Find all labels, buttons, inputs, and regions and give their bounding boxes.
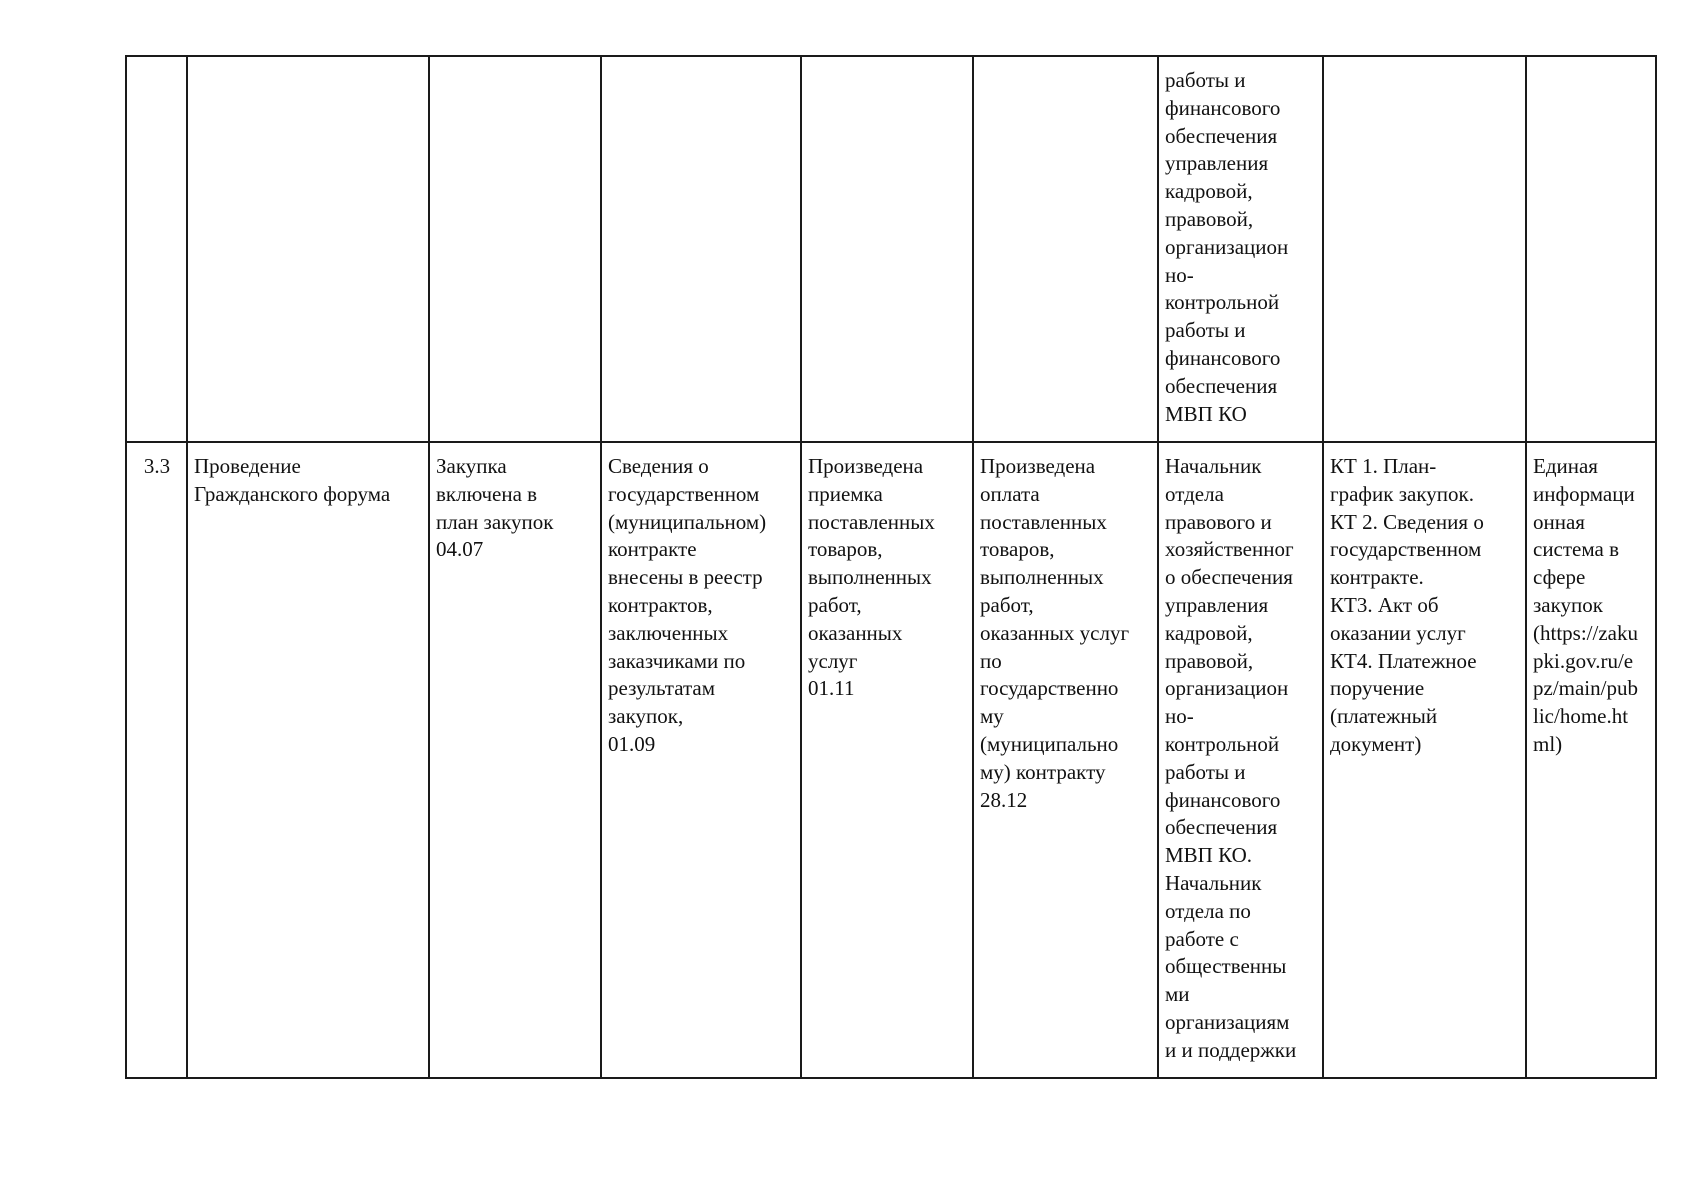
event-name: Проведение Гражданского форума [194, 454, 391, 506]
info-system-text: Единая информаци онная система в сфере закупок (https://zaku pki.gov.ru/e pz/main/pub lic/home.ht ml) [1533, 454, 1638, 756]
cell-info-system [1526, 442, 1656, 1078]
cell-purchase-plan-empty [429, 56, 601, 442]
cell-number [126, 442, 187, 1078]
cell-info-system-empty [1526, 56, 1656, 442]
responsible-continued-text: работы и финансового обеспечения управления кадровой, правовой, организацион но- контрольной работы и финансового обеспечения МВП КО [1165, 68, 1289, 426]
cell-payment-empty [973, 56, 1158, 442]
table-row-3-3 [126, 442, 1656, 1078]
cell-control-points-empty [1323, 56, 1526, 442]
contract-registry-text: Сведения о государственном (муниципальном) контракте внесены в реестр контрактов, заключенных заказчиками по результатам закупок, 01.09 [608, 454, 767, 756]
cell-number-empty [126, 56, 187, 442]
payment-text: Произведена оплата поставленных товаров, выполненных работ, оказанных услуг по государственно му (муниципально му) контракту 28.12 [980, 454, 1130, 812]
row-number: 3.3 [143, 454, 171, 478]
cell-contract-registry [601, 442, 801, 1078]
cell-purchase-plan [429, 442, 601, 1078]
table-row-continuation [126, 56, 1656, 442]
control-points-text: КТ 1. План- график закупок. КТ 2. Сведения о государственном контракте. КТ3. Акт об оказании услуг КТ4. Платежное поручение (платежный документ) [1330, 454, 1484, 756]
cell-acceptance-empty [801, 56, 973, 442]
cell-contract-registry-empty [601, 56, 801, 442]
cell-responsible-continued [1158, 56, 1323, 442]
purchase-plan-text: Закупка включена в план закупок 04.07 [436, 454, 554, 562]
cell-payment [973, 442, 1158, 1078]
cell-event [187, 442, 429, 1078]
responsible-text: Начальник отдела правового и хозяйственног о обеспечения управления кадровой, правовой, организацион но- контрольной работы и финансового обеспечения МВП КО. Начальник отдела по работе с общественны ми организациям и и поддержки [1165, 454, 1297, 1062]
cell-control-points [1323, 442, 1526, 1078]
plan-table [125, 55, 1657, 1079]
cell-responsible [1158, 442, 1323, 1078]
cell-acceptance [801, 442, 973, 1078]
acceptance-text: Произведена приемка поставленных товаров, выполненных работ, оказанных услуг 01.11 [808, 454, 935, 701]
cell-event-empty [187, 56, 429, 442]
